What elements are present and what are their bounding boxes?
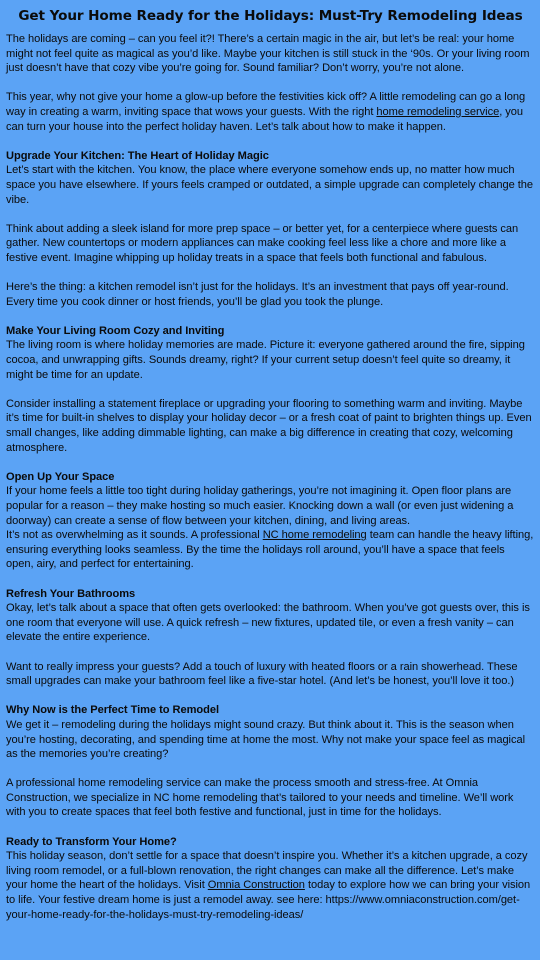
ready-text-after: today to explore how we can bring your vision to life. Your festive dream home is just a remodel away. see here: https://www.omniaconstruction.com/get-your-home-ready-for-the-holidays-must-try-remodeling-ideas/ — [6, 879, 531, 921]
spacer — [6, 820, 535, 835]
kitchen-paragraph-2: Think about adding a sleek island for more prep space – or better yet, for a centerpiece where guests can gather. New countertops or modern appliances can make cooking feel less like a chore and more like a festive event. Imagine whipping up holiday treats in a space that feels both functional and fabulous. — [6, 222, 519, 264]
living-room-paragraph-2: Consider installing a statement fireplace or upgrading your flooring to something warm and inviting. Maybe it’s time for built-in shelves to display your holiday decor – or a fresh coat of paint to brighten things up. Even small changes, like adding dimmable lighting, can make a big difference in creating that cozy, welcoming atmosphere. — [6, 397, 532, 454]
spacer — [6, 645, 535, 660]
spacer — [6, 207, 535, 222]
intro-paragraph-1: The holidays are coming – can you feel it?! There’s a certain magic in the air, but let’s be real: your home might not feel quite as magical as you’d like. Maybe your kitchen is still stuck in the ‘90s. Or your living room just doesn’t have that cozy vibe you’re going for. Sound familiar? Don’t worry, you’re not alone. — [6, 33, 530, 75]
intro-p2-text-before: This year, why not give your home a glow-up before the festivities kick off? A little remodeling can go a long way in creating a warm, inviting space that wows your guests. With the right — [6, 91, 526, 118]
open-p2-text-after: team can handle the heavy lifting, ensuring everything looks seamless. By the time the holidays roll around, you’ll have a space that feels open, airy, and perfect for entertaining. — [6, 529, 534, 571]
bathrooms-heading: Refresh Your Bathrooms — [6, 587, 136, 600]
kitchen-heading: Upgrade Your Kitchen: The Heart of Holiday Magic — [6, 149, 269, 162]
kitchen-paragraph-3: Here’s the thing: a kitchen remodel isn’t just for the holidays. It’s an investment that pays off year-round. Every time you cook dinner or host friends, you’ll be glad you took the plunge. — [6, 281, 509, 308]
why-now-heading: Why Now is the Perfect Time to Remodel — [6, 704, 220, 717]
page-title: Get Your Home Ready for the Holidays: Must-Try Remodeling Ideas — [18, 8, 523, 24]
ready-heading: Ready to Transform Your Home? — [6, 835, 177, 848]
intro-paragraph-2 — [6, 90, 535, 134]
why-now-paragraph-2: A professional home remodeling service can make the process smooth and stress-free. At Omnia Construction, we specialize in NC home remodeling that’s tailored to your needs and timeline. We’ll work with you to create spaces that feel both festive and functional, just in time for the holidays. — [6, 777, 514, 819]
living-room-paragraph-1: The living room is where holiday memories are made. Picture it: everyone gathered around the fire, sipping cocoa, and unwrapping gifts. Sounds dreamy, right? If your current setup doesn’t feel quite so dreamy, it might be time for an update. — [6, 339, 525, 381]
spacer — [6, 309, 535, 324]
spacer — [6, 382, 535, 397]
spacer — [6, 762, 535, 777]
open-space-paragraph-2 — [6, 528, 535, 572]
living-room-heading: Make Your Living Room Cozy and Inviting — [6, 324, 225, 337]
why-now-paragraph-1: We get it – remodeling during the holidays might sound crazy. But think about it. This is the season when you’re hosting, decorating, and spending time at home the most. Why not make your space feel as magical as the memories you’re creating? — [6, 718, 526, 761]
nc-home-remodeling-link[interactable]: NC home remodeling — [262, 529, 367, 542]
bathrooms-paragraph-2: Want to really impress your guests? Add a touch of luxury with heated floors or a rain showerhead. These small upgrades can make your bathroom feel like a five-star hotel. (And let’s be honest, you’ll love it too.) — [6, 660, 518, 688]
intro-p2-text-after: , you can turn your house into the perfect holiday haven. Let’s talk about how to make it happen. — [6, 105, 524, 133]
open-space-paragraph-1: If your home feels a little too tight during holiday gatherings, you’re not imagining it. Open floor plans are popular for a reason – they make hosting so much easier. Knocking down a wall (or even just widening a doorway) can create a sense of flow between your kitchen, dining, and living areas. — [6, 485, 514, 527]
home-remodeling-service-link[interactable]: home remodeling service — [376, 105, 500, 118]
spacer — [6, 572, 535, 587]
ready-paragraph — [6, 849, 535, 922]
open-space-heading: Open Up Your Space — [6, 470, 115, 483]
ready-text-before: This holiday season, don’t settle for a space that doesn’t inspire you. Whether it’s a kitchen upgrade, a cozy living room remodel, or a full-blown renovation, the right changes can make all the difference. Let’s make your home the heart of the holidays. Visit — [6, 850, 528, 892]
spacer — [6, 689, 535, 704]
spacer — [6, 134, 535, 149]
spacer — [6, 76, 535, 91]
open-p2-text-before: It’s not as overwhelming as it sounds. A professional — [6, 529, 263, 542]
spacer — [6, 455, 535, 470]
spacer — [6, 266, 535, 281]
kitchen-paragraph-1: Let’s start with the kitchen. You know, the place where everyone somehow ends up, no matter how much space you have elsewhere. If yours feels cramped or outdated, a simple upgrade can completely change the vibe. — [6, 164, 533, 206]
bathrooms-paragraph-1: Okay, let’s talk about a space that often gets overlooked: the bathroom. When you’ve got guests over, this is one room that everyone will use. A quick refresh – new fixtures, updated tile, or even a fresh vanity – can elevate the entire experience. — [6, 602, 530, 644]
omnia-construction-link[interactable]: Omnia Construction — [207, 879, 305, 892]
